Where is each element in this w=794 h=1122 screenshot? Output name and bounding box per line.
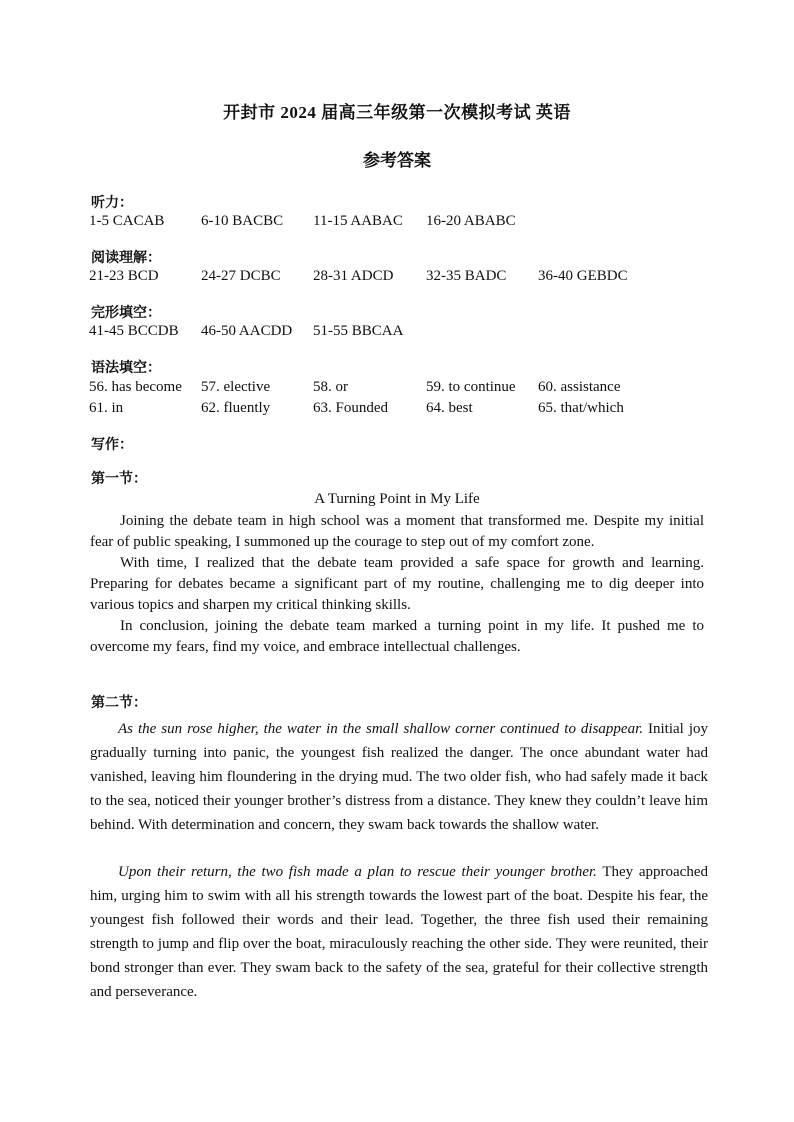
grammar-label: 语法填空： bbox=[91, 360, 161, 376]
essay-paragraph-2: With time, I realized that the debate team provided a safe space for growth and learning. Preparing for debates became a significant part of my routine, challenging me to dig deeper into various topics and sharpen my critical thinking skills. bbox=[90, 555, 704, 613]
grammar-answer: 63. Founded bbox=[313, 400, 388, 416]
grammar-answer: 61. in bbox=[89, 400, 124, 416]
grammar-answer: 56. has become bbox=[89, 379, 182, 395]
reading-label: 阅读理解： bbox=[91, 250, 161, 266]
continuation-paragraph-1 bbox=[90, 717, 708, 837]
writing-section-1-label: 第一节： bbox=[91, 471, 147, 487]
grammar-answer: 59. to continue bbox=[426, 379, 516, 395]
answer-group: 24-27 DCBC bbox=[201, 268, 281, 284]
paragraph-body: They approached him, urging him to swim with all his strength towards the lowest part of the boat. Despite his fear, the youngest fish followed their words and their lead. Together, the three fish used their remaining strength to jump and flip over the boat, miraculously reaching the other side. They were reunited, their bond stronger than ever. They swam back to the safety of the sea, grateful for their collective strength and perseverance. bbox=[90, 864, 708, 1000]
answer-group: 28-31 ADCD bbox=[313, 268, 394, 284]
answer-group: 41-45 BCCDB bbox=[89, 323, 179, 339]
grammar-answer: 64. best bbox=[426, 400, 473, 416]
page-subtitle: 参考答案 bbox=[363, 151, 431, 170]
grammar-answer: 62. fluently bbox=[201, 400, 271, 416]
answer-group: 11-15 AABAC bbox=[313, 213, 403, 229]
listening-label: 听力： bbox=[91, 195, 133, 211]
answer-group: 1-5 CACAB bbox=[89, 213, 165, 229]
answer-group: 36-40 GEBDC bbox=[538, 268, 628, 284]
answer-group: 32-35 BADC bbox=[426, 268, 507, 284]
grammar-answer: 60. assistance bbox=[538, 379, 621, 395]
paragraph-lead-sentence: Upon their return, the two fish made a plan to rescue their younger brother. bbox=[118, 864, 597, 880]
paragraph-body: Initial joy gradually turning into panic, the youngest fish realized the danger. The once abundant water had vanished, leaving him floundering in the drying mud. The two older fish, who had safely made it back to the sea, noticed their younger brother’s distress from a distance. They knew they couldn’t leave him behind. With determination and concern, they swam back towards the shallow water. bbox=[90, 721, 708, 833]
cloze-label: 完形填空： bbox=[91, 305, 161, 321]
answer-group: 46-50 AACDD bbox=[201, 323, 293, 339]
writing-section-2-label: 第二节： bbox=[91, 695, 147, 711]
answer-group: 6-10 BACBC bbox=[201, 213, 284, 229]
essay-paragraph-3: In conclusion, joining the debate team marked a turning point in my life. It pushed me to overcome my fears, find my voice, and embrace intellectual challenges. bbox=[90, 618, 704, 655]
essay-title: A Turning Point in My Life bbox=[314, 491, 480, 507]
continuation-paragraph-2 bbox=[90, 860, 708, 1004]
grammar-answer: 65. that/which bbox=[538, 400, 624, 416]
grammar-answer: 57. elective bbox=[201, 379, 271, 395]
answer-group: 21-23 BCD bbox=[89, 268, 159, 284]
answer-group: 51-55 BBCAA bbox=[313, 323, 404, 339]
writing-label: 写作： bbox=[91, 437, 133, 453]
essay-paragraph-1: Joining the debate team in high school was a moment that transformed me. Despite my initial fear of public speaking, I summoned up the courage to step out of my comfort zone. bbox=[90, 513, 704, 550]
paragraph-lead-sentence: As the sun rose higher, the water in the small shallow corner continued to disappear. bbox=[118, 721, 644, 737]
grammar-answer: 58. or bbox=[313, 379, 348, 395]
answer-group: 16-20 ABABC bbox=[426, 213, 516, 229]
page-title: 开封市 2024 届高三年级第一次模拟考试 英语 bbox=[223, 103, 571, 122]
